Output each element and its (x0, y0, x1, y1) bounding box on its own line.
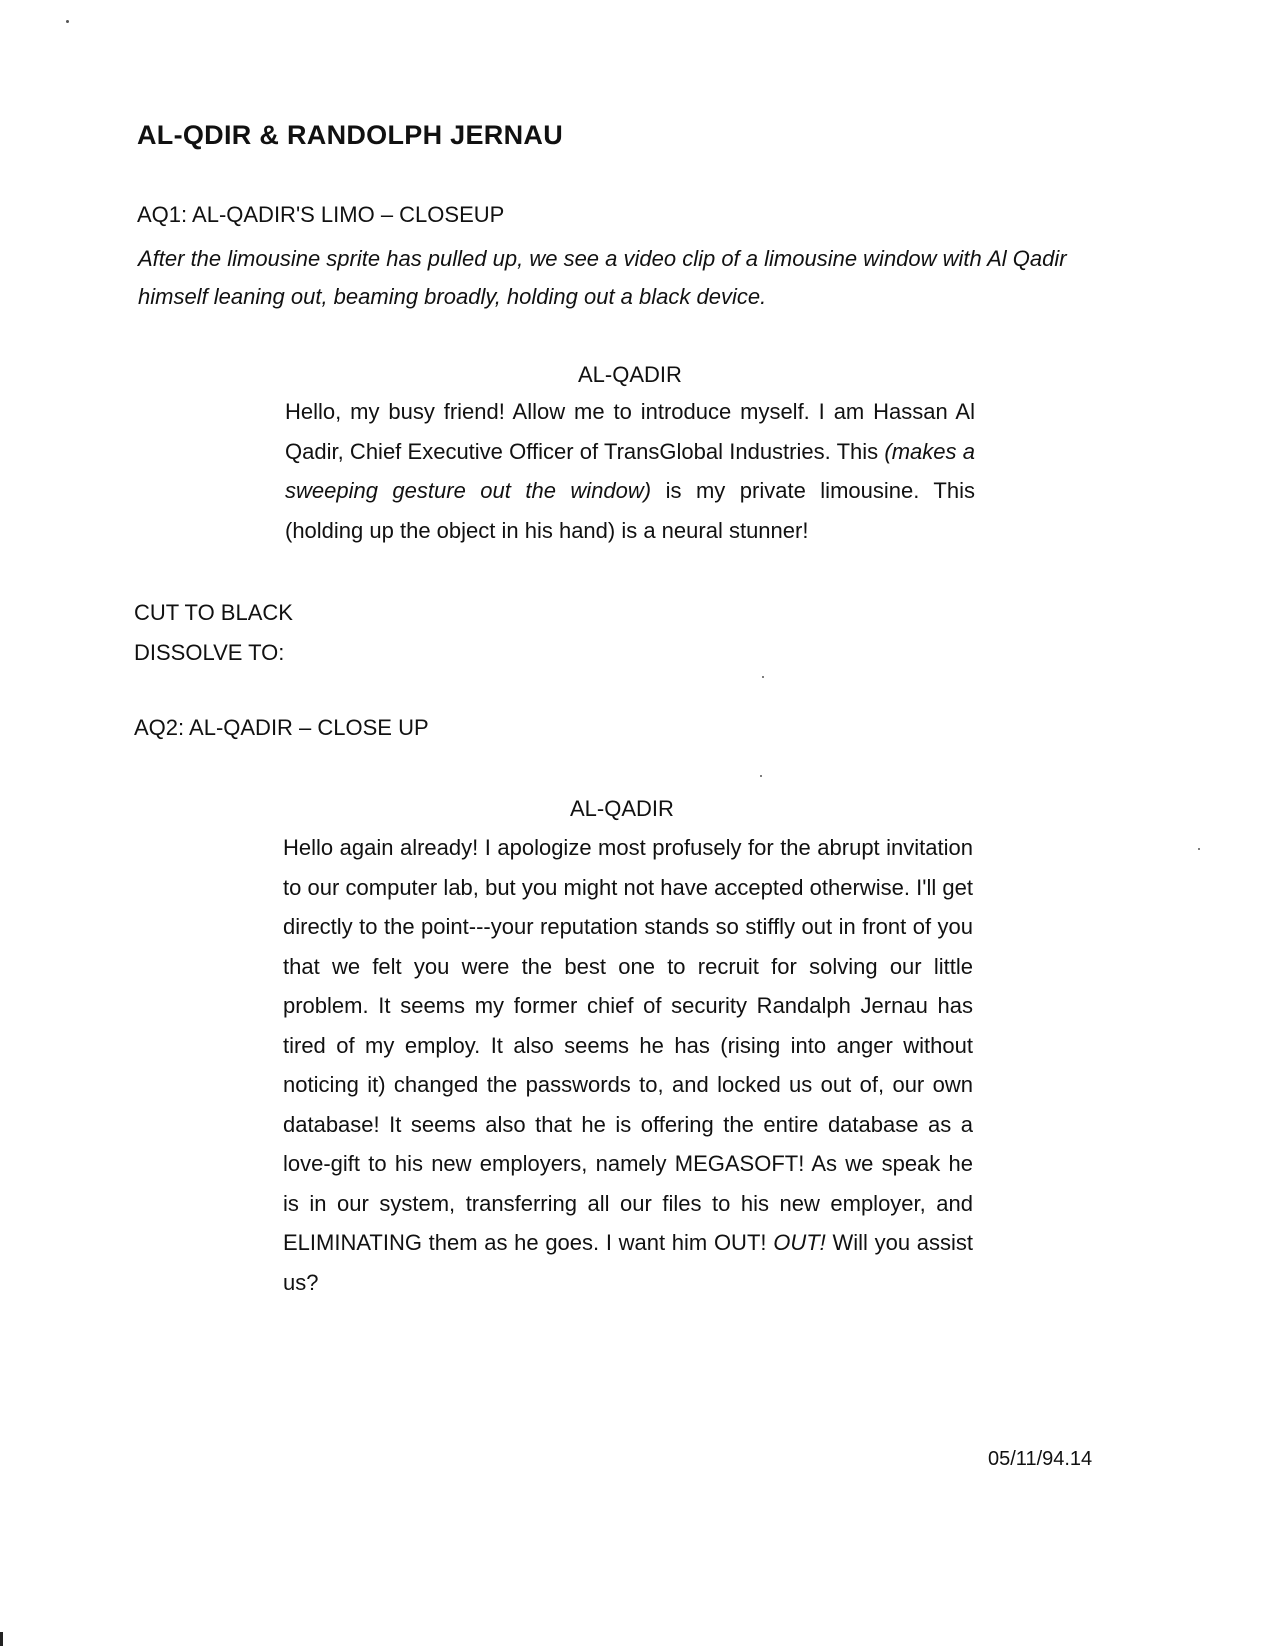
transition-dissolve-to: DISSOLVE TO: (134, 640, 285, 665)
scene-heading-aq1: AQ1: AL-QADIR'S LIMO – CLOSEUP (137, 202, 505, 227)
scene-action-aq1: After the limousine sprite has pulled up, we see a video clip of a limousine window with Al Qadir himself leaning out, beaming broadly, holding out a black device. (138, 246, 1067, 309)
transition-cut-to-black: CUT TO BLACK (134, 600, 293, 625)
dialogue-block-aq1 (285, 392, 975, 550)
dialogue-text-aq1-part2: is my private limousine. This (holding up the object in his hand) is a neural stunner! (285, 478, 975, 543)
page-code: 05/11/94.14 (988, 1448, 1093, 1470)
dialogue-parenthetical-aq1: (makes a sweeping gesture out the window) (285, 438, 975, 503)
document-title: AL-QDIR & RANDOLPH JERNAU (137, 120, 563, 150)
dialogue-text-aq2-part2: Will you assist us? (283, 1230, 974, 1295)
dialogue-text-aq2-part1: Hello again already! I apologize most profusely for the abrupt invitation to our computer lab, but you might not have accepted otherwise. I'll get directly to the point---your reputation stands so stiffly out in front of you that we felt you were the best one to recruit for solving our little problem. It seems my former chief of security Randalph Jernau has tired of my employ. It also seems he has (rising into anger without noticing it) changed the passwords to, and locked us out of, our own database! It seems also that he is offering the entire database as a love-gift to his new employers, namely MEGASOFT! As we speak he is in our system, transferring all our files to his new employer, and ELIMINATING them as he goes. I want him OUT! (283, 835, 973, 1255)
scan-speck (762, 676, 764, 678)
scene-heading-aq2: AQ2: AL-QADIR – CLOSE UP (134, 715, 429, 740)
dialogue-block-aq2 (283, 828, 973, 1302)
scan-speck (66, 20, 69, 23)
dialogue-emphasis-aq2: OUT! (773, 1230, 826, 1255)
scan-edge-mark (0, 1632, 3, 1646)
character-name-aq2: AL-QADIR (570, 796, 674, 821)
scan-speck (1198, 848, 1200, 850)
dialogue-text-aq1-part1: Hello, my busy friend! Allow me to introduce myself. I am Hassan Al Qadir, Chief Executive Officer of TransGlobal Industries. This (285, 399, 975, 464)
scan-speck (760, 775, 762, 777)
character-name-aq1: AL-QADIR (578, 362, 682, 387)
